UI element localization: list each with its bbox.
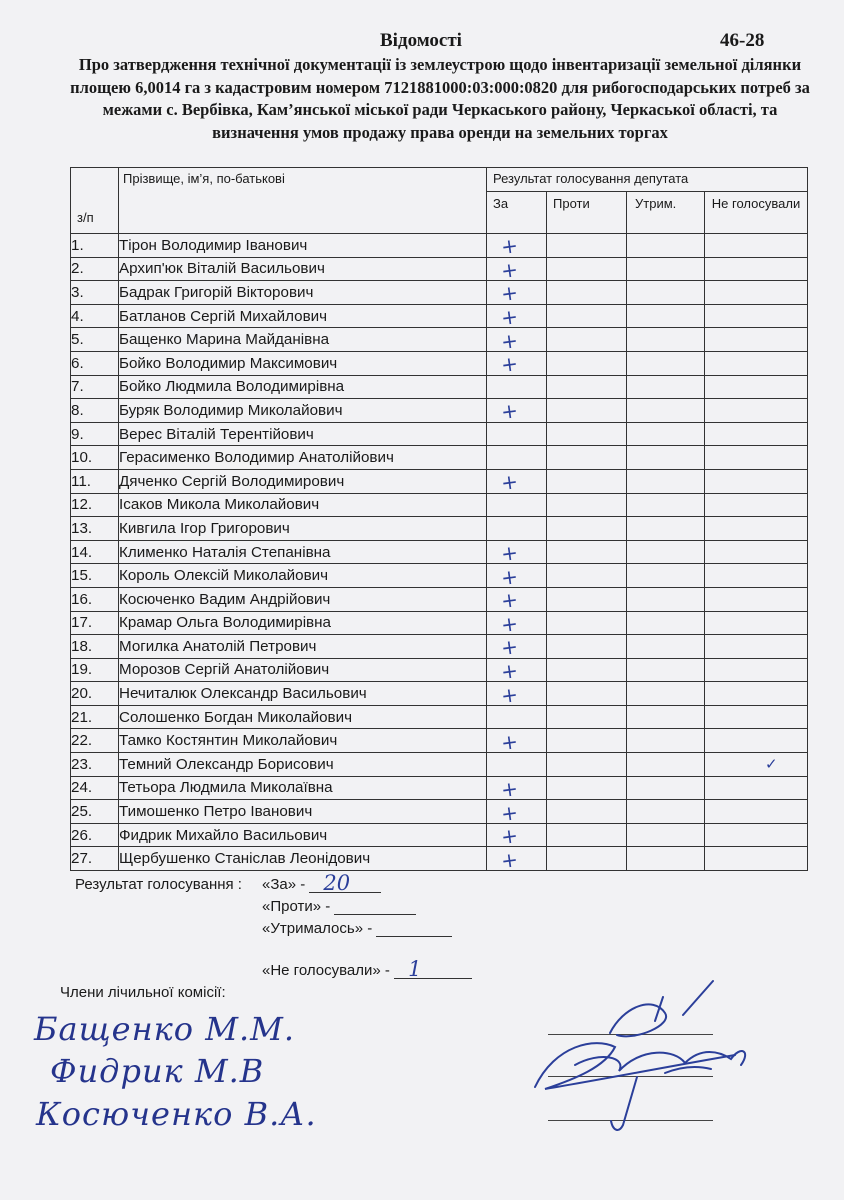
row-number: 17. (71, 611, 119, 635)
cell-novote (705, 304, 808, 328)
cell-for (487, 234, 547, 258)
summary-novote (262, 957, 472, 981)
cell-novote (705, 446, 808, 470)
cell-for (487, 281, 547, 305)
cell-novote (705, 847, 808, 871)
cell-abstain (627, 753, 705, 777)
deputy-name: Нечиталюк Олександр Васильович (119, 682, 487, 706)
deputy-name: Герасименко Володимир Анатолійович (119, 446, 487, 470)
cell-novote (705, 800, 808, 824)
deputy-name: Щербушенко Станіслав Леонідович (119, 847, 487, 871)
row-number: 20. (71, 682, 119, 706)
cell-novote (705, 564, 808, 588)
row-number: 23. (71, 753, 119, 777)
summary-novote-label: «Не голосували» - (262, 962, 390, 979)
row-number: 16. (71, 587, 119, 611)
voting-table (70, 167, 808, 871)
deputy-name: Тамко Костянтин Миколайович (119, 729, 487, 753)
document-title: Відомості (380, 30, 462, 51)
cell-against (547, 399, 627, 423)
table-row (71, 705, 808, 729)
vote-for-mark: + (499, 539, 520, 567)
row-number: 1. (71, 234, 119, 258)
header-novote (705, 192, 808, 234)
vote-for-mark: + (499, 823, 520, 850)
table-row (71, 729, 808, 753)
vote-for-mark: + (499, 657, 520, 685)
summary-against (262, 898, 416, 915)
vote-for-mark: + (499, 728, 520, 755)
cell-abstain (627, 234, 705, 258)
cell-novote (705, 753, 808, 777)
table-row (71, 493, 808, 517)
cell-abstain (627, 375, 705, 399)
cell-against (547, 328, 627, 352)
header-for (487, 192, 547, 234)
vote-for-mark: + (499, 775, 520, 802)
cell-for (487, 469, 547, 496)
cell-for (487, 351, 547, 378)
cell-abstain (627, 705, 705, 729)
table-row (71, 635, 808, 659)
header-for-label: За (493, 196, 509, 211)
cell-for (487, 399, 547, 423)
table-row (71, 658, 808, 682)
deputy-name: Батланов Сергій Михайлович (119, 304, 487, 328)
row-number: 15. (71, 564, 119, 588)
summary-novote-line (394, 957, 472, 981)
cell-abstain (627, 847, 705, 871)
summary-novote-value: 1 (408, 957, 422, 981)
header-number-label: з/п (77, 210, 94, 225)
cell-against (547, 800, 627, 824)
row-number: 10. (71, 446, 119, 470)
cell-against (547, 234, 627, 258)
vote-for-mark: + (499, 256, 520, 283)
vote-for-mark: + (499, 846, 520, 873)
summary-against-line (334, 900, 416, 915)
cell-novote (705, 399, 808, 423)
cell-against (547, 446, 627, 470)
table-row (71, 351, 808, 375)
cell-abstain (627, 587, 705, 611)
cell-for (487, 539, 547, 567)
cell-against (547, 493, 627, 517)
cell-against (547, 682, 627, 706)
cell-against (547, 304, 627, 328)
cell-for (487, 800, 547, 824)
cell-for (487, 422, 547, 446)
vote-for-mark: + (499, 398, 520, 425)
deputy-name: Тетьора Людмила Миколаївна (119, 776, 487, 800)
cell-novote (705, 823, 808, 847)
cell-abstain (627, 281, 705, 305)
cell-abstain (627, 422, 705, 446)
table-row (71, 399, 808, 423)
cell-against (547, 658, 627, 682)
row-number: 25. (71, 800, 119, 824)
row-number: 21. (71, 705, 119, 729)
table-row (71, 776, 808, 800)
cell-abstain (627, 823, 705, 847)
table-row (71, 753, 808, 777)
row-number: 5. (71, 328, 119, 352)
deputy-name: Тірон Володимир Іванович (119, 234, 487, 258)
cell-for (487, 776, 547, 800)
cell-abstain (627, 257, 705, 281)
cell-against (547, 753, 627, 777)
vote-for-mark: + (499, 587, 520, 614)
vote-for-mark: + (499, 280, 520, 307)
header-result-label: Результат голосування депутата (493, 171, 689, 186)
cell-novote (705, 682, 808, 706)
cell-abstain (627, 564, 705, 588)
cell-for (487, 847, 547, 871)
voting-table-body (71, 234, 808, 871)
cell-novote (705, 776, 808, 800)
cell-for (487, 257, 547, 281)
cell-for (487, 328, 547, 352)
table-row (71, 682, 808, 706)
cell-abstain (627, 493, 705, 517)
vote-for-mark: + (499, 327, 520, 354)
header-name (119, 168, 487, 234)
row-number: 6. (71, 351, 119, 375)
vote-for-mark: + (499, 610, 520, 637)
cell-for (487, 635, 547, 659)
table-row (71, 328, 808, 352)
cell-abstain (627, 611, 705, 635)
table-row (71, 611, 808, 635)
cell-for (487, 493, 547, 517)
table-row (71, 234, 808, 258)
document-number: 46-28 (720, 30, 765, 51)
deputy-name: Морозов Сергій Анатолійович (119, 658, 487, 682)
cell-abstain (627, 351, 705, 375)
deputy-name: Архип'юк Віталій Васильович (119, 257, 487, 281)
cell-against (547, 587, 627, 611)
row-number: 13. (71, 517, 119, 541)
cell-against (547, 729, 627, 753)
vote-for-mark: + (499, 563, 520, 590)
signature-scribble (515, 975, 775, 1145)
cell-abstain (627, 328, 705, 352)
cell-for (487, 753, 547, 777)
cell-for (487, 823, 547, 850)
cell-abstain (627, 658, 705, 682)
table-row (71, 517, 808, 541)
cell-abstain (627, 446, 705, 470)
commission-member-1: Бащенко М.М. (34, 1010, 296, 1048)
summary-for-value: 20 (323, 871, 351, 895)
cell-novote (705, 540, 808, 564)
cell-novote (705, 469, 808, 493)
row-number: 7. (71, 375, 119, 399)
row-number: 12. (71, 493, 119, 517)
commission-member-3: Косюченко В.А. (36, 1095, 317, 1133)
summary-abstain-line (376, 922, 452, 937)
table-row (71, 469, 808, 493)
row-number: 27. (71, 847, 119, 871)
deputy-name: Король Олексій Миколайович (119, 564, 487, 588)
vote-for-mark: + (499, 634, 520, 661)
cell-novote (705, 422, 808, 446)
cell-novote (705, 257, 808, 281)
vote-for-mark: + (499, 681, 520, 708)
cell-for (487, 729, 547, 753)
table-row (71, 540, 808, 564)
deputy-name: Дяченко Сергій Володимирович (119, 469, 487, 493)
vote-novote-mark: ✓ (765, 756, 778, 774)
deputy-name: Темний Олександр Борисович (119, 753, 487, 777)
table-row (71, 446, 808, 470)
cell-novote (705, 517, 808, 541)
summary-abstain (262, 920, 452, 937)
summary-against-label: «Проти» - (262, 898, 331, 915)
row-number: 2. (71, 257, 119, 281)
cell-against (547, 564, 627, 588)
table-row (71, 564, 808, 588)
cell-novote (705, 351, 808, 375)
summary-label: Результат голосування : (75, 876, 242, 893)
row-number: 4. (71, 304, 119, 328)
cell-novote (705, 587, 808, 611)
cell-against (547, 281, 627, 305)
deputy-name: Солошенко Богдан Миколайович (119, 705, 487, 729)
cell-for (487, 682, 547, 706)
cell-abstain (627, 776, 705, 800)
cell-for (487, 304, 547, 331)
cell-for (487, 611, 547, 635)
deputy-name: Бойко Людмила Володимирівна (119, 375, 487, 399)
cell-novote (705, 635, 808, 659)
cell-abstain (627, 729, 705, 753)
summary-for-line (309, 871, 381, 895)
cell-for (487, 517, 547, 541)
row-number: 19. (71, 658, 119, 682)
deputy-name: Косюченко Вадим Андрійович (119, 587, 487, 611)
header-number (71, 168, 119, 234)
header-name-label: Прізвище, ім’я, по-батькові (123, 171, 285, 186)
vote-for-mark: + (499, 469, 520, 496)
row-number: 26. (71, 823, 119, 847)
summary-abstain-label: «Утрималось» - (262, 920, 373, 937)
vote-for-mark: + (499, 304, 520, 331)
cell-against (547, 422, 627, 446)
row-number: 18. (71, 635, 119, 659)
cell-abstain (627, 800, 705, 824)
header-against-label: Проти (553, 196, 590, 211)
cell-abstain (627, 540, 705, 564)
cell-for (487, 587, 547, 614)
deputy-name: Ісаков Микола Миколайович (119, 493, 487, 517)
vote-for-mark: + (499, 233, 520, 260)
table-row (71, 587, 808, 611)
summary-for (262, 871, 381, 895)
cell-against (547, 611, 627, 635)
commission-member-2: Фидрик М.В (50, 1052, 265, 1090)
cell-abstain (627, 469, 705, 493)
row-number: 14. (71, 540, 119, 564)
deputy-name: Бадрак Григорій Вікторович (119, 281, 487, 305)
header-abstain (627, 192, 705, 234)
row-number: 11. (71, 469, 119, 493)
table-row (71, 375, 808, 399)
cell-abstain (627, 682, 705, 706)
document-subject: Про затвердження технічної документації із землеустрою щодо інвентаризації земельної ділянки площею 6,0014 га з кадастровим номером 7121881000:03:000:0820 для рибогосподарських потреб за межами с. Вербівка, Кам’янської міської ради Черкаського району, Черкаської області, та визначення умов продажу права оренди на земельних торгах (70, 55, 810, 142)
cell-against (547, 705, 627, 729)
cell-against (547, 469, 627, 493)
cell-novote (705, 493, 808, 517)
deputy-name: Верес Віталій Терентійович (119, 422, 487, 446)
cell-abstain (627, 304, 705, 328)
row-number: 9. (71, 422, 119, 446)
vote-for-mark: + (499, 351, 520, 378)
vote-for-mark: + (499, 799, 520, 826)
table-row (71, 422, 808, 446)
cell-for (487, 657, 547, 685)
row-number: 8. (71, 399, 119, 423)
cell-for (487, 446, 547, 470)
header-novote-label: Не голосували (711, 196, 801, 211)
deputy-name: Крамар Ольга Володимирівна (119, 611, 487, 635)
deputy-name: Бащенко Марина Майданівна (119, 328, 487, 352)
deputy-name: Кивгила Ігор Григорович (119, 517, 487, 541)
cell-against (547, 823, 627, 847)
cell-against (547, 517, 627, 541)
deputy-name: Бойко Володимир Максимович (119, 351, 487, 375)
header-against (547, 192, 627, 234)
cell-abstain (627, 399, 705, 423)
title-row (0, 30, 844, 56)
cell-against (547, 635, 627, 659)
cell-novote (705, 328, 808, 352)
deputy-name: Клименко Наталія Степанівна (119, 540, 487, 564)
cell-against (547, 375, 627, 399)
deputy-name: Буряк Володимир Миколайович (119, 399, 487, 423)
cell-novote (705, 705, 808, 729)
cell-against (547, 776, 627, 800)
table-row (71, 823, 808, 847)
deputy-name: Тимошенко Петро Іванович (119, 800, 487, 824)
cell-novote (705, 375, 808, 399)
row-number: 22. (71, 729, 119, 753)
cell-novote (705, 611, 808, 635)
table-row (71, 800, 808, 824)
cell-against (547, 351, 627, 375)
summary-for-label: «За» - (262, 876, 306, 893)
cell-abstain (627, 635, 705, 659)
table-row (71, 304, 808, 328)
table-row (71, 257, 808, 281)
header-abstain-label: Утрим. (635, 196, 677, 211)
cell-abstain (627, 517, 705, 541)
cell-novote (705, 729, 808, 753)
cell-against (547, 257, 627, 281)
cell-novote (705, 658, 808, 682)
row-number: 24. (71, 776, 119, 800)
cell-novote (705, 234, 808, 258)
cell-for (487, 375, 547, 399)
cell-against (547, 847, 627, 871)
table-row (71, 281, 808, 305)
commission-label: Члени лічильної комісії: (60, 984, 226, 1001)
table-row (71, 847, 808, 871)
row-number: 3. (71, 281, 119, 305)
cell-for (487, 564, 547, 588)
cell-against (547, 540, 627, 564)
deputy-name: Фидрик Михайло Васильович (119, 823, 487, 847)
header-result (487, 168, 808, 192)
cell-for (487, 705, 547, 729)
cell-novote (705, 281, 808, 305)
deputy-name: Могилка Анатолій Петрович (119, 635, 487, 659)
